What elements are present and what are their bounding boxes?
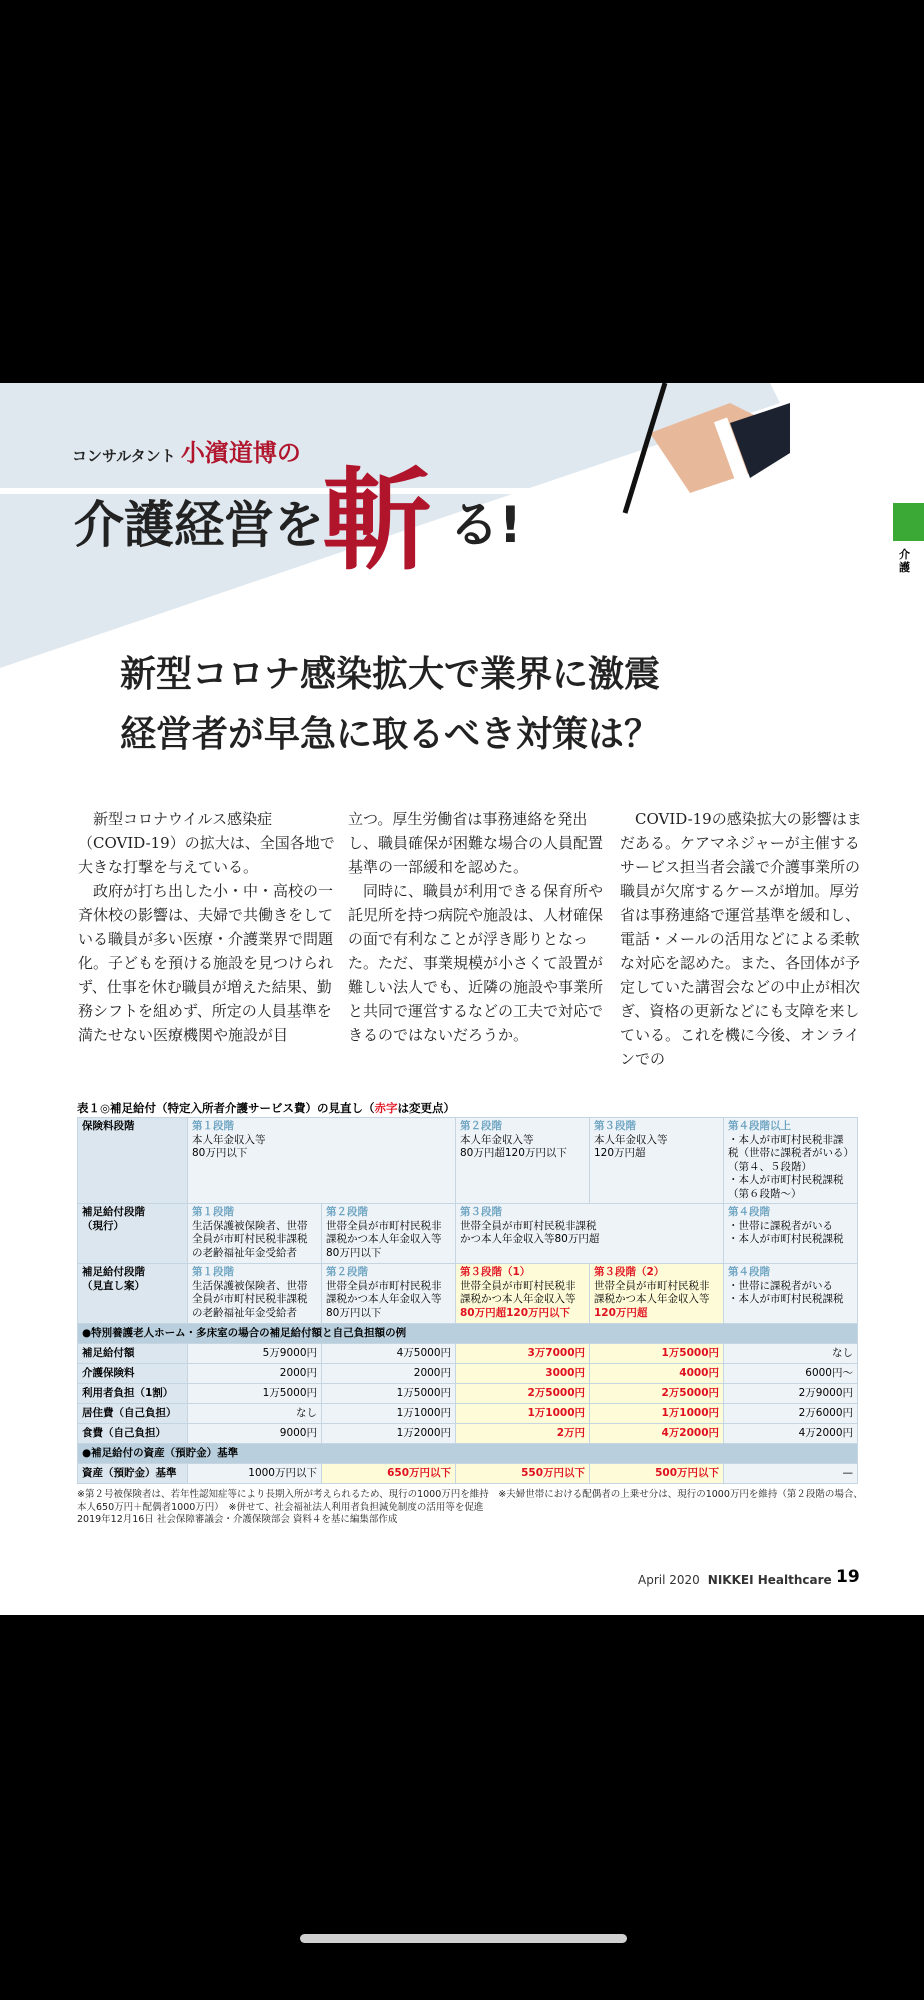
row-label: 介護保険料: [78, 1364, 188, 1384]
source-note: 2019年12月16日 社会保障審議会・介護保険部会 資料４を基に編集部作成: [77, 1514, 398, 1525]
magazine-name: NIKKEI Healthcare: [707, 1573, 832, 1587]
cell-value: 5万9000円: [188, 1344, 322, 1364]
cell-value: 1万2000円: [322, 1424, 456, 1444]
cell-value: 4万2000円: [724, 1424, 858, 1444]
cell: [590, 1118, 724, 1204]
table-row: [78, 1464, 858, 1484]
cell-value: 2000円: [322, 1364, 456, 1384]
table-row: [78, 1204, 858, 1264]
cell-value: 2000円: [188, 1364, 322, 1384]
stage-label: 第４段階以上: [728, 1120, 791, 1132]
table-row: [78, 1404, 858, 1424]
table-row: [78, 1384, 858, 1404]
stage-label: 第３段階（1）: [460, 1266, 531, 1278]
cell-value: 1000万円以下: [188, 1464, 322, 1484]
table-block: [77, 1099, 863, 1527]
cell-value: なし: [188, 1404, 322, 1424]
section-row: [78, 1324, 858, 1344]
cell-value: 1万5000円: [188, 1384, 322, 1404]
row-label: 資産（預貯金）基準: [78, 1464, 188, 1484]
stage-label: 第４段階: [728, 1206, 770, 1218]
row-label: 保険料段階: [78, 1118, 188, 1204]
stage-label: 第２段階: [326, 1206, 368, 1218]
cell-text: ・世帯に課税者がいる ・本人が市町村民税課税: [728, 1219, 844, 1245]
cell: [456, 1204, 724, 1264]
row-label: 補足給付額: [78, 1344, 188, 1364]
cell-value: 2万9000円: [724, 1384, 858, 1404]
row-label: 食費（自己負担）: [78, 1424, 188, 1444]
hand-with-pen-image: [490, 383, 790, 533]
changed-text: 80万円超120万円以下: [460, 1306, 571, 1319]
note: ※第２号被保険者は、若年性認知症等により長期入所が考えられるため、現行の1000万円を維持 ※夫婦世帯における配偶者の上乗せ分は、現行の1000万円を維持（第２段階の場合、本人650万円＋配偶者1000万円） ※併せて、社会福祉法人利用者負担減免制度の活用等を促進: [77, 1489, 863, 1513]
table-row: [78, 1364, 858, 1384]
cell: [724, 1204, 858, 1264]
cell-changed: [456, 1264, 590, 1324]
section-tab-label: 介護: [899, 548, 910, 574]
cell: [188, 1204, 322, 1264]
cell: [188, 1118, 456, 1204]
cell-value: 4万2000円: [590, 1424, 724, 1444]
cell-text: 本人年金収入等 120万円超: [594, 1133, 668, 1159]
stage-label: 第２段階: [460, 1120, 502, 1132]
benefit-table: [77, 1117, 858, 1484]
issue-date: April 2020: [638, 1573, 700, 1587]
section-heading: ●特別養護老人ホーム・多床室の場合の補足給付額と自己負担額の例: [78, 1324, 858, 1344]
cell-value: 4000円: [590, 1364, 724, 1384]
cell-value: 650万円以下: [322, 1464, 456, 1484]
cell: [322, 1264, 456, 1324]
table-row: [78, 1344, 858, 1364]
cell-value: 1万1000円: [456, 1404, 590, 1424]
cell-value: 6000円〜: [724, 1364, 858, 1384]
cell-text: 世帯全員が市町村民税非課税かつ本人年金収入等: [594, 1279, 710, 1305]
page-number: 19: [836, 1567, 860, 1587]
cell-value: 2万5000円: [456, 1384, 590, 1404]
cell-value: 500万円以下: [590, 1464, 724, 1484]
cell-text: 世帯全員が市町村民税非課税かつ本人年金収入等80万円以下: [326, 1279, 442, 1319]
column-title: [74, 495, 522, 555]
section-tab-marker: [893, 503, 924, 541]
cell-value: 9000円: [188, 1424, 322, 1444]
body-column-2: 立つ。厚生労働省は事務連絡を発出し、職員確保が困難な場合の人員配置基準の一部緩和を認めた。 同時に、職員が利用できる保育所や託児所を持つ病院や施設は、人材確保の面で有利なことが浮き彫りとなった。ただ、事業規模が小さくて設置が難しい法人でも、近隣の施設や事業所と共同で運営するなどの工夫で対応できるのではないだろうか。: [348, 810, 604, 1044]
stage-label: 第３段階: [460, 1206, 502, 1218]
row-label: 補足給付段階 （現行）: [78, 1204, 188, 1264]
stage-label: 第１段階: [192, 1266, 234, 1278]
cell-value: 2万5000円: [590, 1384, 724, 1404]
cell-changed: [590, 1264, 724, 1324]
table-row: [78, 1264, 858, 1324]
headline-line: 新型コロナ感染拡大で業界に激震: [120, 654, 661, 695]
cell-text: ・本人が市町村民税非課税（世帯に課税者がいる）（第４、５段階） ・本人が市町村民税課税（第６段階〜）: [728, 1133, 849, 1200]
column-kicker: [72, 433, 301, 468]
cell-value: 1万5000円: [322, 1384, 456, 1404]
cell-text: 世帯全員が市町村民税非課税かつ本人年金収入等: [460, 1279, 576, 1305]
table-title: [77, 1099, 858, 1117]
cell-text: 世帯全員が市町村民税非課税かつ本人年金収入等80万円以下: [326, 1219, 442, 1259]
cell-value: 1万5000円: [590, 1344, 724, 1364]
stage-label: 第１段階: [192, 1120, 234, 1132]
cell: [724, 1118, 858, 1204]
cell: [724, 1264, 858, 1324]
cell-text: ・世帯に課税者がいる ・本人が市町村民税課税: [728, 1279, 844, 1305]
cell: [188, 1264, 322, 1324]
body-column-3: COVID-19の感染拡大の影響はまだある。ケアマネジャーが主催するサービス担当者会議で介護事業所の職員が欠席するケースが増加。厚労省は事務連絡で運営基準を緩和し、電話・メールの活用などによる柔軟な対応を認めた。また、各団体が予定していた講習会などの中止が相次ぎ、資格の更新などにも支障を来している。これを機に今後、オンラインでの: [620, 810, 862, 1068]
headline-line: 経営者が早急に取るべき対策は？: [120, 714, 661, 755]
stage-label: 第３段階: [594, 1120, 636, 1132]
table-title-text: 表１◎補足給付（特定入所者介護サービス費）の見直し（: [77, 1101, 375, 1115]
cell-text: 生活保護被保険者、世帯全員が市町村民税非課税の老齢福祉年金受給者: [192, 1279, 308, 1319]
changed-text: 120万円超: [594, 1306, 648, 1319]
cell-value: なし: [724, 1344, 858, 1364]
magazine-page: [0, 383, 924, 1615]
cell-value: 1万1000円: [322, 1404, 456, 1424]
section-heading: ●補足給付の資産（預貯金）基準: [78, 1444, 858, 1464]
stage-label: 第３段階（2）: [594, 1266, 665, 1278]
page-footer: [638, 1573, 832, 1587]
cell-value: 3万7000円: [456, 1344, 590, 1364]
cell-text: 世帯全員が市町村民税非課税 かつ本人年金収入等80万円超: [460, 1219, 600, 1245]
row-label: 居住費（自己負担）: [78, 1404, 188, 1424]
cell-value: —: [724, 1464, 858, 1484]
author-name: 小濱道博の: [180, 438, 301, 467]
title-calligraphy: 斬: [322, 456, 432, 585]
stage-label: 第４段階: [728, 1266, 770, 1278]
cell-value: 2万6000円: [724, 1404, 858, 1424]
cell-value: 3000円: [456, 1364, 590, 1384]
article-headline: [120, 645, 660, 765]
cell-value: 2万円: [456, 1424, 590, 1444]
table-title-red: 赤字: [374, 1101, 398, 1115]
cell-text: 本人年金収入等 80万円超120万円以下: [460, 1133, 567, 1159]
row-label: 利用者負担（1割）: [78, 1384, 188, 1404]
body-column-1: 新型コロナウイルス感染症（COVID-19）の拡大は、全国各地で大きな打撃を与えている。 政府が打ち出した小・中・高校の一斉休校の影響は、夫婦で共働きをしている職員が多い医療・介護業界で問題化。子どもを預ける施設を見つけられず、仕事を休む職員が増えた結果、勤務シフトを組めず、所定の人員基準を満たせない医療機関や施設が目: [78, 810, 335, 1044]
table-title-end: は変更点）: [397, 1101, 456, 1115]
title-part: る!: [449, 496, 522, 554]
cell-value: 550万円以下: [456, 1464, 590, 1484]
cell: [456, 1118, 590, 1204]
table-notes: [77, 1489, 867, 1527]
cell-value: 4万5000円: [322, 1344, 456, 1364]
stage-label: 第２段階: [326, 1266, 368, 1278]
table-row: [78, 1424, 858, 1444]
kicker-label: コンサルタント: [72, 447, 176, 465]
title-part: 介護経営を: [74, 496, 324, 554]
cell-text: 本人年金収入等 80万円以下: [192, 1133, 266, 1159]
cell: [322, 1204, 456, 1264]
cell-value: 1万1000円: [590, 1404, 724, 1424]
home-indicator[interactable]: [300, 1934, 627, 1943]
section-row: [78, 1444, 858, 1464]
stage-label: 第１段階: [192, 1206, 234, 1218]
cell-text: 生活保護被保険者、世帯全員が市町村民税非課税の老齢福祉年金受給者: [192, 1219, 308, 1259]
row-label: 補足給付段階 （見直し案）: [78, 1264, 188, 1324]
table-row: [78, 1118, 858, 1204]
